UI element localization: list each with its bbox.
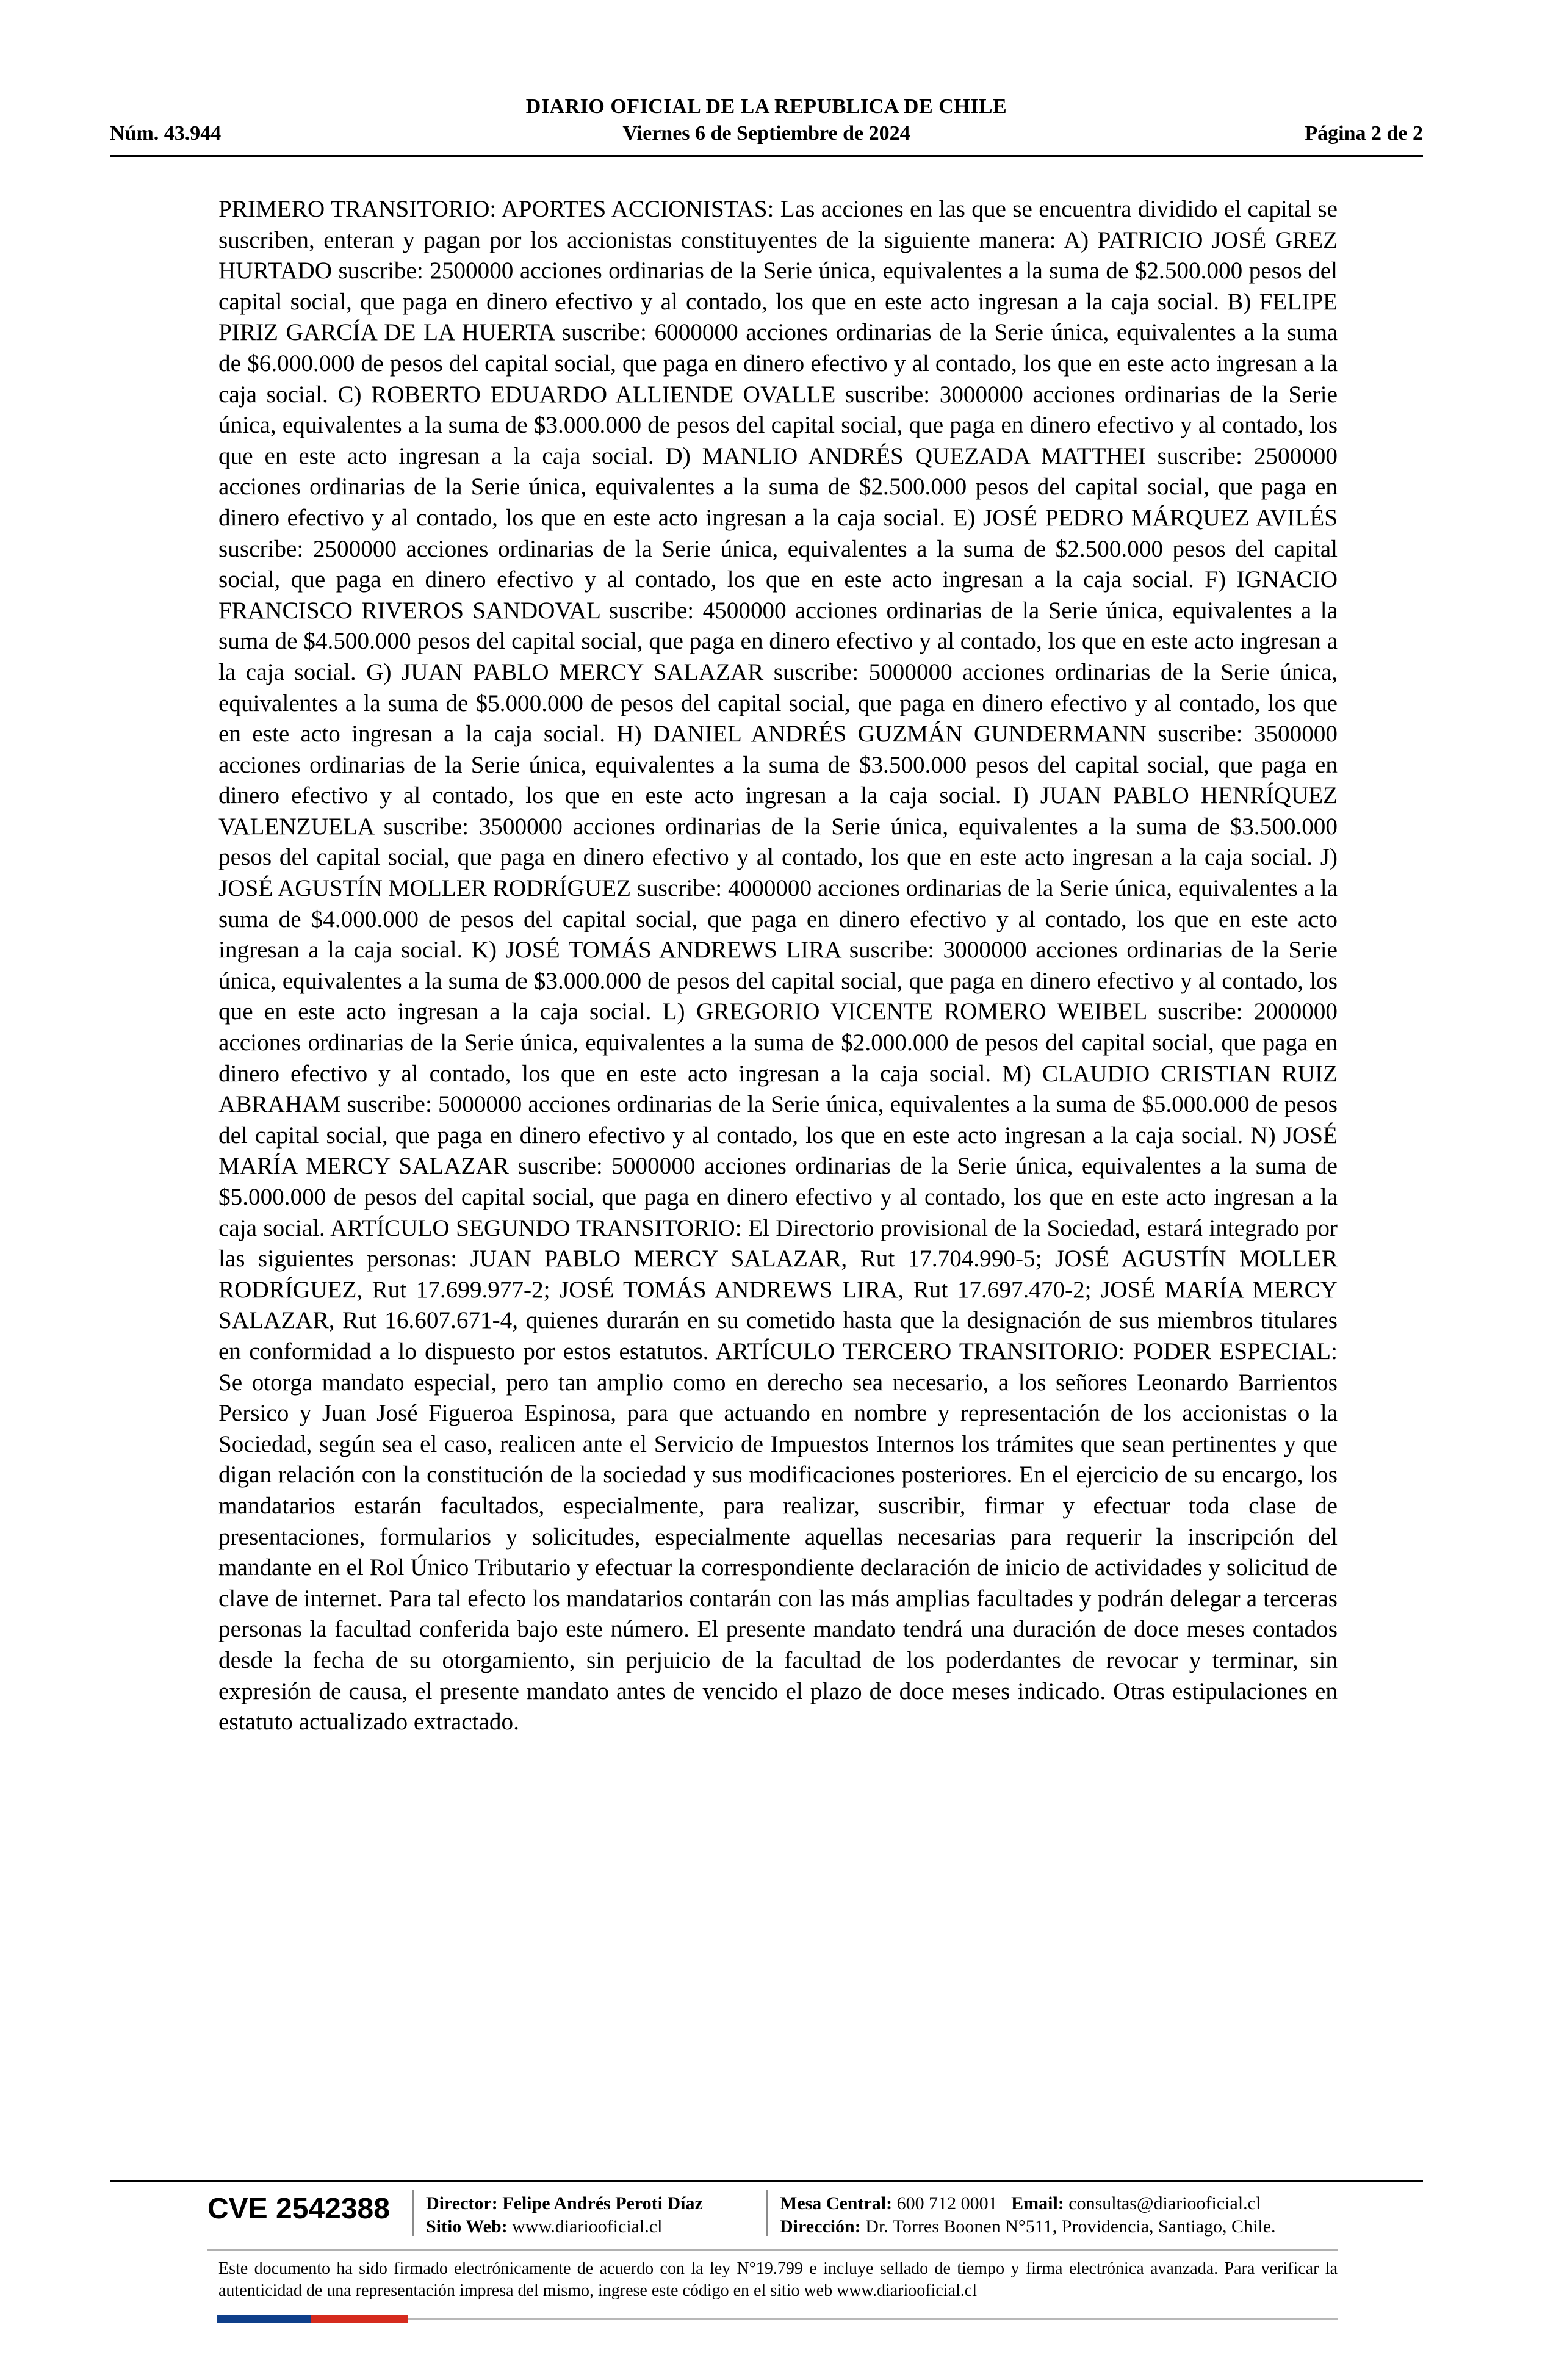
director-label: Director: bbox=[426, 2193, 498, 2213]
web-label: Sitio Web: bbox=[426, 2216, 508, 2237]
footer-separator bbox=[766, 2190, 768, 2236]
footer-subdivider bbox=[207, 2249, 1338, 2251]
page-header bbox=[110, 93, 1423, 151]
issue-number: Núm. 43.944 bbox=[110, 122, 222, 145]
footer-separator bbox=[412, 2190, 414, 2236]
signature-note: Este documento ha sido firmado electrónicamente de acuerdo con la ley N°19.799 e incluye sellado de tiempo y firma electrónica avanzada. Para verificar la autenticidad de una representación impresa del mismo, ingrese este código en el sitio web www.diariooficial.cl bbox=[218, 2259, 1338, 2300]
cve-code: CVE 2542388 bbox=[207, 2193, 390, 2225]
page-number: Página 2 de 2 bbox=[1305, 122, 1423, 145]
flag-bar-line bbox=[408, 2318, 1338, 2320]
address-label: Dirección: bbox=[780, 2216, 861, 2237]
footer-divider bbox=[110, 2180, 1423, 2182]
director-name: Felipe Andrés Peroti Díaz bbox=[502, 2193, 703, 2213]
flag-bar-red bbox=[311, 2315, 408, 2323]
header-divider bbox=[110, 155, 1423, 157]
publication-title: DIARIO OFICIAL DE LA REPUBLICA DE CHILE bbox=[525, 95, 1007, 118]
mesa-phone: 600 712 0001 bbox=[896, 2193, 998, 2213]
email-label: Email: bbox=[1011, 2193, 1064, 2213]
flag-bar-blue bbox=[217, 2315, 311, 2323]
mesa-label: Mesa Central: bbox=[780, 2193, 893, 2213]
publication-date: Viernes 6 de Septiembre de 2024 bbox=[622, 122, 910, 145]
document-body: PRIMERO TRANSITORIO: APORTES ACCIONISTAS: Las acciones en las que se encuentra dividido el capital se suscriben, enteran y pagan por los accionistas constituyentes de la siguiente manera: A) PATRICIO JOSÉ GREZ HURTADO suscribe: 2500000 acciones ordinarias de la Serie única, equivalentes a la suma de $2.500.000 pesos del capital social, que paga en dinero efectivo y al contado, los que en este acto ingresan a la caja social. B) FELIPE PIRIZ GARCÍA DE LA HUERTA suscribe: 6000000 acciones ordinarias de la Serie única, equivalentes a la suma de $6.000.000 de pesos del capital social, que paga en dinero efectivo y al contado, los que en este acto ingresan a la caja social. C) ROBERTO EDUARDO ALLIENDE OVALLE suscribe: 3000000 acciones ordinarias de la Serie única, equivalentes a la suma de $3.000.000 de pesos del capital social, que paga en dinero efectivo y al contado, los que en este acto ingresan a la caja social. D) MANLIO ANDRÉS QUEZADA MATTHEI suscribe: 2500000 acciones ordinarias de la Serie única, equivalentes a la suma de $2.500.000 pesos del capital social, que paga en dinero efectivo y al contado, los que en este acto ingresan a la caja social. E) JOSÉ PEDRO MÁRQUEZ AVILÉS suscribe: 2500000 acciones ordinarias de la Serie única, equivalentes a la suma de $2.500.000 pesos del capital social, que paga en dinero efectivo y al contado, los que en este acto ingresan a la caja social. F) IGNACIO FRANCISCO RIVEROS SANDOVAL suscribe: 4500000 acciones ordinarias de la Serie única, equivalentes a la suma de $4.500.000 pesos del capital social, que paga en dinero efectivo y al contado, los que en este acto ingresan a la caja social. G) JUAN PABLO MERCY SALAZAR suscribe: 5000000 acciones ordinarias de la Serie única, equivalentes a la suma de $5.000.000 de pesos del capital social, que paga en dinero efectivo y al contado, los que en este acto ingresan a la caja social. H) DANIEL ANDRÉS GUZMÁN GUNDERMANN suscribe: 3500000 acciones ordinarias de la Serie única, equivalentes a la suma de $3.500.000 pesos del capital social, que paga en dinero efectivo y al contado, los que en este acto ingresan a la caja social. I) JUAN PABLO HENRÍQUEZ VALENZUELA suscribe: 3500000 acciones ordinarias de la Serie única, equivalentes a la suma de $3.500.000 pesos del capital social, que paga en dinero efectivo y al contado, los que en este acto ingresan a la caja social. J) JOSÉ AGUSTÍN MOLLER RODRÍGUEZ suscribe: 4000000 acciones ordinarias de la Serie única, equivalentes a la suma de $4.000.000 de pesos del capital social, que paga en dinero efectivo y al contado, los que en este acto ingresan a la caja social. K) JOSÉ TOMÁS ANDREWS LIRA suscribe: 3000000 acciones ordinarias de la Serie única, equivalentes a la suma de $3.000.000 de pesos del capital social, que paga en dinero efectivo y al contado, los que en este acto ingresan a la caja social. L) GREGORIO VICENTE ROMERO WEIBEL suscribe: 2000000 acciones ordinarias de la Serie única, equivalentes a la suma de $2.000.000 de pesos del capital social, que paga en dinero efectivo y al contado, los que en este acto ingresan a la caja social. M) CLAUDIO CRISTIAN RUIZ ABRAHAM suscribe: 5000000 acciones ordinarias de la Serie única, equivalentes a la suma de $5.000.000 de pesos del capital social, que paga en dinero efectivo y al contado, los que en este acto ingresan a la caja social. N) JOSÉ MARÍA MERCY SALAZAR suscribe: 5000000 acciones ordinarias de la Serie única, equivalentes a la suma de $5.000.000 de pesos del capital social, que paga en dinero efectivo y al contado, los que en este acto ingresan a la caja social. ARTÍCULO SEGUNDO TRANSITORIO: El Directorio provisional de la Sociedad, estará integrado por las siguientes personas: JUAN PABLO MERCY SALAZAR, Rut 17.704.990-5; JOSÉ AGUSTÍN MOLLER RODRÍGUEZ, Rut 17.699.977-2; JOSÉ TOMÁS ANDREWS LIRA, Rut 17.697.470-2; JOSÉ MARÍA MERCY SALAZAR, Rut 16.607.671-4, quienes durarán en su cometido hasta que la designación de sus miembros titulares en conformidad a lo dispuesto por estos estatutos. ARTÍCULO TERCERO TRANSITORIO: PODER ESPECIAL: Se otorga mandato especial, pero tan amplio como en derecho sea necesario, a los señores Leonardo Barrientos Persico y Juan José Figueroa Espinosa, para que actuando en nombre y representación de los accionistas o la Sociedad, según sea el caso, realicen ante el Servicio de Impuestos Internos los trámites que sean pertinentes y que digan relación con la constitución de la sociedad y sus modificaciones posteriores. En el ejercicio de su encargo, los mandatarios estarán facultados, especialmente, para realizar, suscribir, firmar y efectuar toda clase de presentaciones, formularios y solicitudes, especialmente aquellas necesarias para requerir la inscripción del mandante en el Rol Único Tributario y efectuar la correspondiente declaración de inicio de actividades y solicitud de clave de internet. Para tal efecto los mandatarios contarán con las más amplias facultades y podrán delegar a terceras personas la facultad conferida bajo este número. El presente mandato tendrá una duración de doce meses contados desde la fecha de su otorgamiento, sin perjuicio de la facultad de los poderdantes de revocar y terminar, sin expresión de causa, el presente mandato antes de vencido el plazo de doce meses indicado. Otras estipulaciones en estatuto actualizado extractado. bbox=[218, 196, 1338, 1736]
footer-contact-block bbox=[780, 2192, 1276, 2238]
email-link[interactable]: consultas@diariooficial.cl bbox=[1068, 2193, 1261, 2213]
footer-director-block bbox=[426, 2192, 703, 2238]
address-value: Dr. Torres Boonen N°511, Providencia, Santiago, Chile. bbox=[865, 2216, 1276, 2237]
web-link[interactable]: www.diariooficial.cl bbox=[512, 2216, 663, 2237]
